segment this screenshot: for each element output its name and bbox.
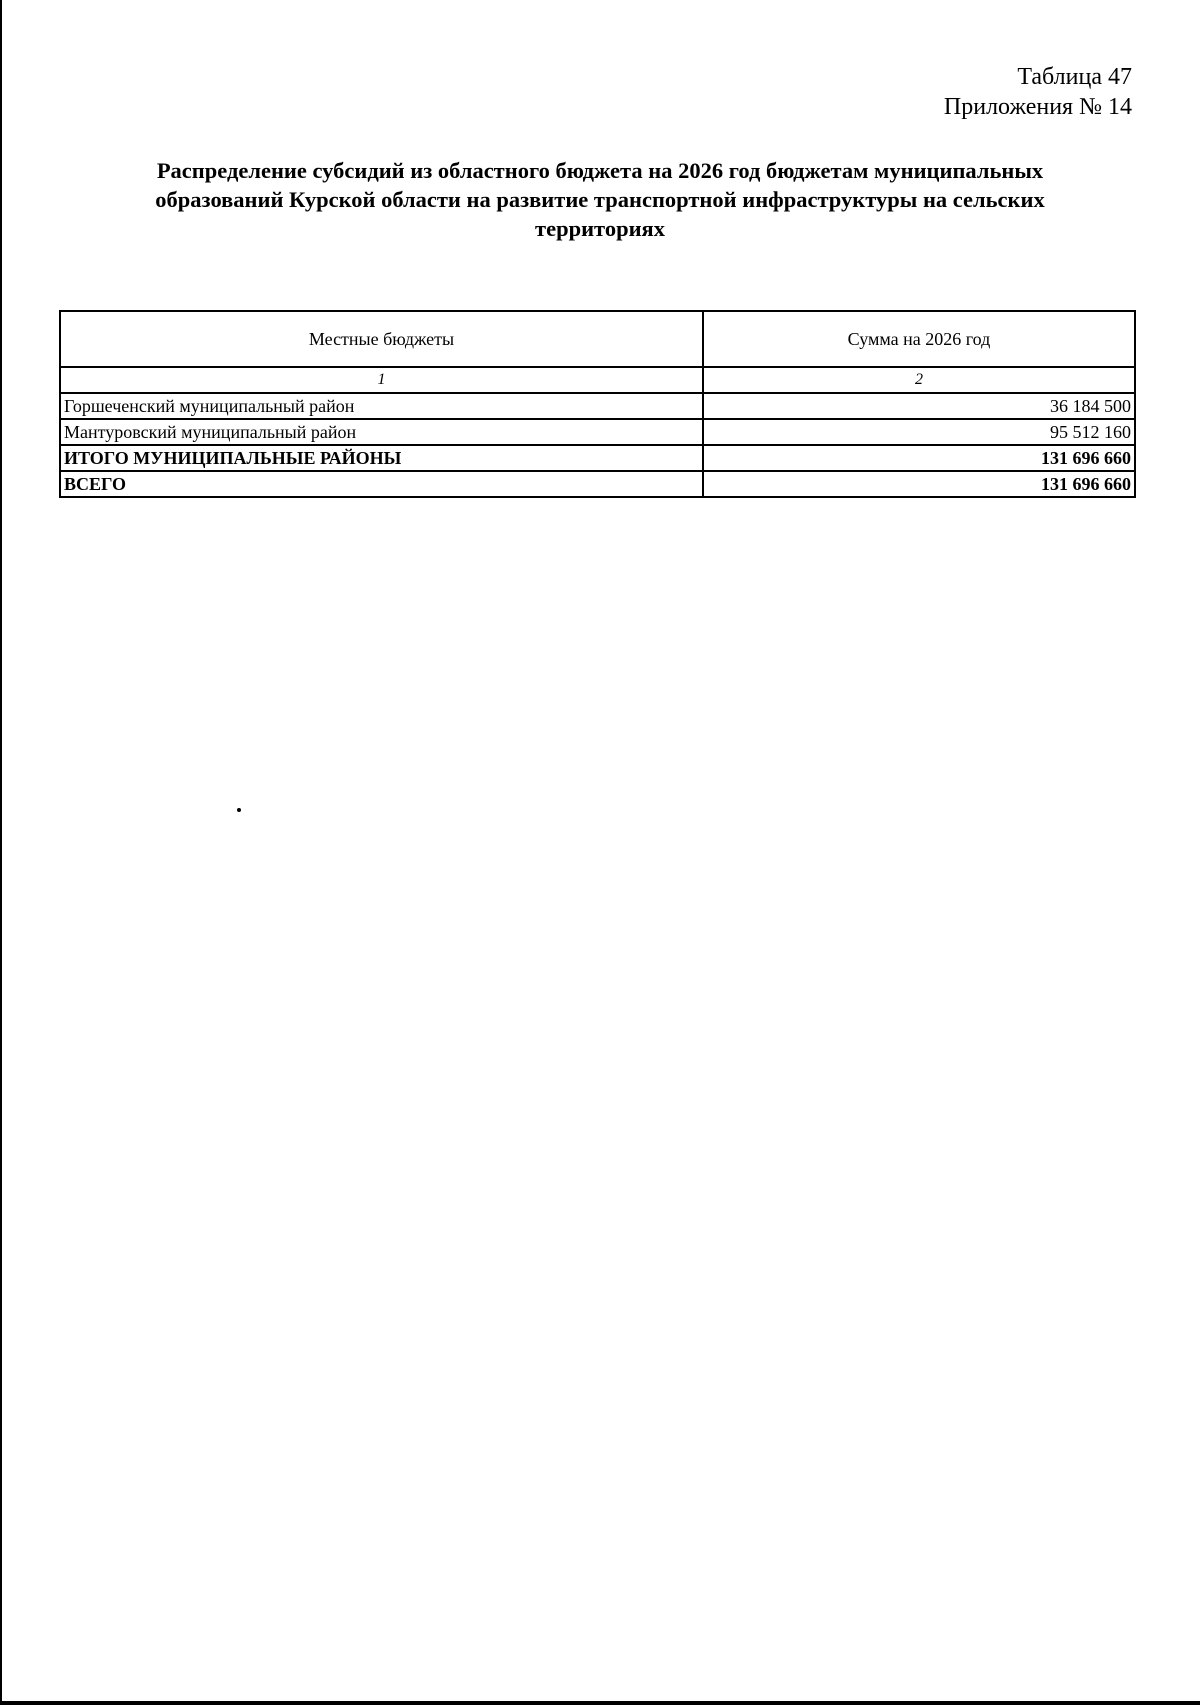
- budget-name: Мантуровский муниципальный район: [60, 419, 703, 445]
- scan-edge-bottom: [0, 1701, 1200, 1705]
- budget-amount: 95 512 160: [703, 419, 1135, 445]
- column-number-2: 2: [703, 367, 1135, 393]
- scan-edge-left: [0, 0, 2, 1705]
- budget-name: Горшеченский муниципальный район: [60, 393, 703, 419]
- table-label: Таблица 47: [1017, 64, 1132, 90]
- document-header: [944, 62, 1132, 122]
- total-row-grand: [60, 471, 1135, 497]
- title-line-1: Распределение субсидий из областного бюджета на 2026 год бюджетам муниципальных: [156, 158, 1044, 183]
- total-amount: 131 696 660: [703, 445, 1135, 471]
- grand-total-label: ВСЕГО: [60, 471, 703, 497]
- column-number-1: 1: [60, 367, 703, 393]
- budget-amount: 36 184 500: [703, 393, 1135, 419]
- grand-total-amount: 131 696 660: [703, 471, 1135, 497]
- total-label: ИТОГО МУНИЦИПАЛЬНЫЕ РАЙОНЫ: [60, 445, 703, 471]
- appendix-label: Приложения № 14: [943, 94, 1132, 120]
- table-header-row: [60, 311, 1135, 367]
- table-row: [60, 419, 1135, 445]
- column-header-amount: Сумма на 2026 год: [703, 311, 1135, 367]
- table-row: [60, 393, 1135, 419]
- title-line-2: образований Курской области на развитие транспортной инфраструктуры на сельских: [155, 187, 1045, 212]
- column-header-budgets: Местные бюджеты: [60, 311, 703, 367]
- column-number-row: [60, 367, 1135, 393]
- document-title: [110, 156, 1090, 243]
- subsidy-table: [59, 310, 1136, 498]
- total-row-municipal-districts: [60, 445, 1135, 471]
- scan-speck: [237, 808, 241, 812]
- title-line-3: территориях: [535, 216, 665, 241]
